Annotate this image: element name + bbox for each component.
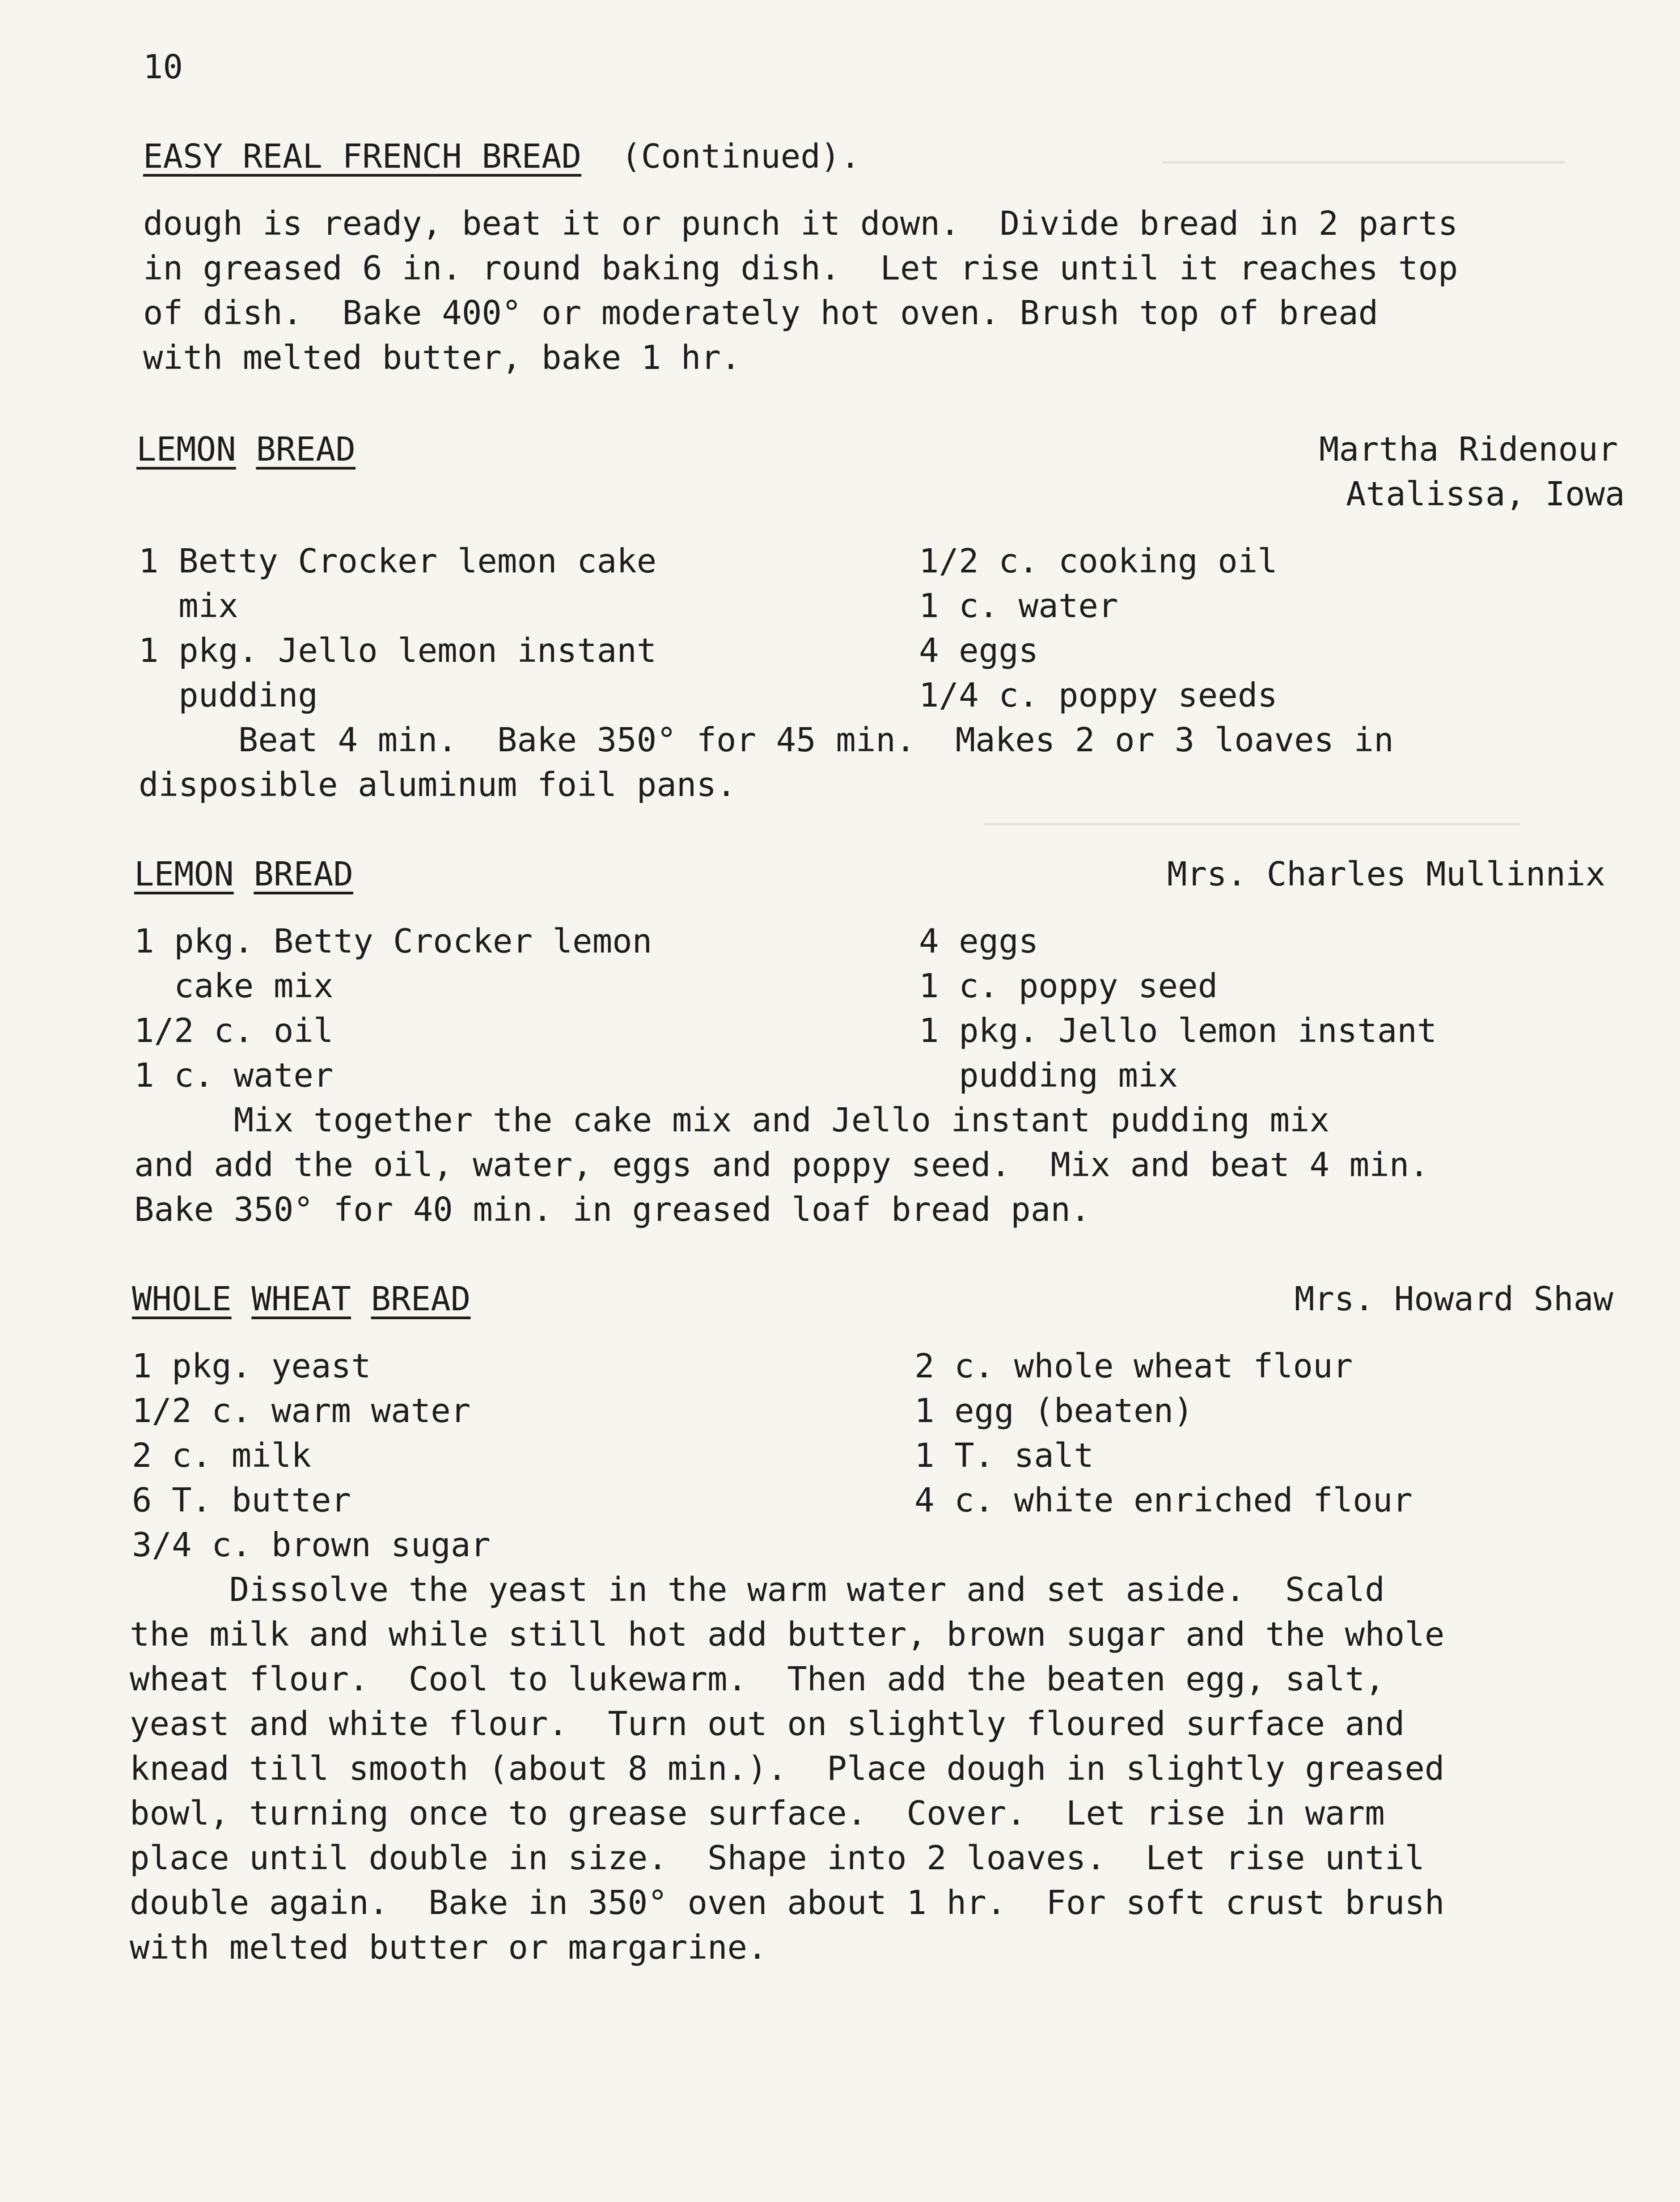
ingredient: cake mix	[134, 967, 334, 1005]
recipe-title-word: LEMON	[136, 430, 236, 469]
ingredient: 1/2 c. oil	[134, 1012, 334, 1050]
ingredient: 1 egg (beaten)	[914, 1392, 1193, 1430]
recipe-author: Mrs. Charles Mullinnix	[1167, 855, 1606, 894]
recipe-title-word: BREAD	[371, 1280, 471, 1318]
recipe-title-word: BREAD	[256, 430, 356, 469]
body-line: knead till smooth (about 8 min.). Place dough in slightly greased	[130, 1749, 1445, 1788]
body-line: of dish. Bake 400° or moderately hot oven. Brush top of bread	[143, 294, 1379, 332]
ingredient: 4 c. white enriched flour	[914, 1481, 1413, 1520]
body-line: double again. Bake in 350° oven about 1 hr. For soft crust brush	[130, 1884, 1445, 1922]
ingredient: pudding mix	[919, 1056, 1178, 1095]
recipe-title-word: WHEAT	[251, 1280, 351, 1318]
ingredient: 4 eggs	[919, 631, 1039, 670]
ingredient: 4 eggs	[919, 922, 1039, 961]
ingredient: 1 c. water	[134, 1056, 334, 1095]
body-line: Mix together the cake mix and Jello instant pudding mix	[134, 1101, 1330, 1139]
body-line: yeast and white flour. Turn out on slightly floured surface and	[130, 1705, 1405, 1743]
recipe-author: Martha Ridenour	[1319, 430, 1618, 469]
ingredient: 1 pkg. Jello lemon instant	[139, 631, 657, 670]
recipe-author: Mrs. Howard Shaw	[1295, 1280, 1613, 1318]
ingredient: 1 T. salt	[914, 1436, 1094, 1475]
body-line: Bake 350° for 40 min. in greased loaf bread pan.	[134, 1190, 1091, 1229]
ingredient: 1/2 c. cooking oil	[919, 542, 1278, 580]
ingredient: 1 pkg. Betty Crocker lemon	[134, 922, 652, 961]
body-line: disposible aluminum foil pans.	[139, 766, 736, 804]
section-heading	[143, 134, 860, 179]
ingredient: 1 pkg. yeast	[132, 1347, 371, 1385]
body-line: Beat 4 min. Bake 350° for 45 min. Makes 2 or 3 loaves in	[139, 721, 1394, 759]
bleed-through-mark	[984, 796, 1520, 826]
ingredient: 2 c. milk	[132, 1436, 311, 1475]
ingredient: pudding	[139, 676, 318, 715]
recipe-title	[132, 1277, 470, 1321]
body-line: and add the oil, water, eggs and poppy seed. Mix and beat 4 min.	[134, 1146, 1429, 1184]
body-line: with melted butter, bake 1 hr.	[143, 339, 741, 377]
body-line: in greased 6 in. round baking dish. Let rise until it reaches top	[143, 249, 1458, 288]
ingredient: 2 c. whole wheat flour	[914, 1347, 1353, 1385]
recipe-title	[136, 427, 355, 472]
title-suffix: (Continued).	[621, 137, 860, 176]
ingredient: mix	[139, 587, 238, 625]
body-line: the milk and while still hot add butter, brown sugar and the whole	[130, 1615, 1445, 1654]
recipe-location: Atalissa, Iowa	[1346, 475, 1625, 513]
recipe-title	[134, 852, 353, 897]
body-line: Dissolve the yeast in the warm water and set aside. Scald	[130, 1571, 1385, 1609]
ingredient: 3/4 c. brown sugar	[132, 1526, 491, 1564]
recipe-title-word: WHOLE	[132, 1280, 232, 1318]
ingredient: 6 T. butter	[132, 1481, 351, 1520]
recipe-title: EASY REAL FRENCH BREAD	[143, 137, 582, 176]
body-line: place until double in size. Shape into 2 loaves. Let rise until	[130, 1839, 1425, 1877]
ingredient: 1/2 c. warm water	[132, 1392, 471, 1430]
body-line: dough is ready, beat it or punch it down. Divide bread in 2 parts	[143, 204, 1458, 243]
ingredient: 1 c. water	[919, 587, 1118, 625]
ingredient: 1 pkg. Jello lemon instant	[919, 1012, 1437, 1050]
body-line: bowl, turning once to grease surface. Cover. Let rise in warm	[130, 1794, 1385, 1833]
page-number: 10	[143, 48, 183, 86]
recipe-title-word: LEMON	[134, 855, 234, 894]
ingredient: 1/4 c. poppy seeds	[919, 676, 1278, 715]
recipe-title-word: BREAD	[254, 855, 354, 894]
ingredient: 1 Betty Crocker lemon cake	[139, 542, 657, 580]
body-line: with melted butter or margarine.	[130, 1928, 767, 1967]
ingredient: 1 c. poppy seed	[919, 967, 1218, 1005]
body-line: wheat flour. Cool to lukewarm. Then add the beaten egg, salt,	[130, 1660, 1385, 1698]
bleed-through-mark	[1163, 134, 1565, 164]
